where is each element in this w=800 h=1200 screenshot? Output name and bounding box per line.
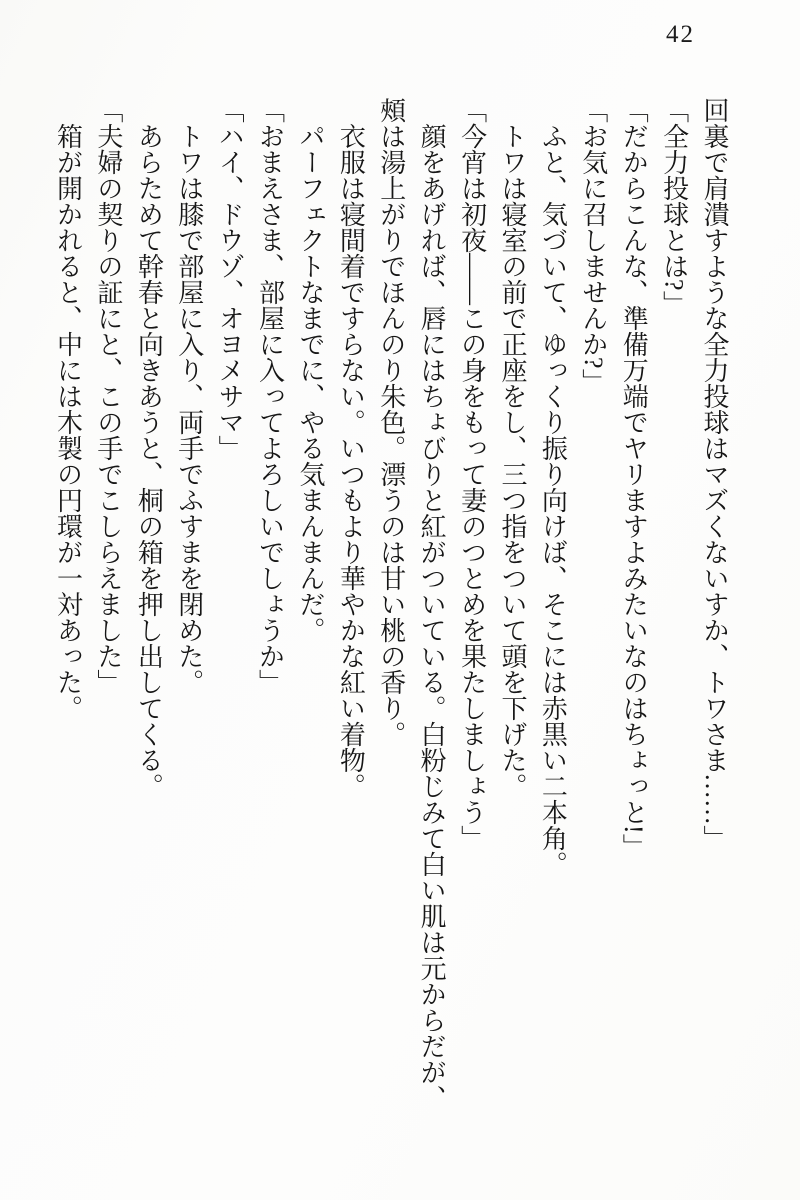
paragraph: 箱が開かれると、中には木製の円環が一対あった。 — [53, 123, 83, 721]
paragraph: パーフェクトなまでに、やる気まんまんだ。 — [295, 123, 325, 643]
paragraph: ふと、気づいて、ゆっくり振り向けば、そこには赤黒い二本角。 — [538, 123, 568, 877]
paragraph: 「おまえさま、部屋に入ってよろしいでしょうか」 — [255, 97, 285, 695]
paragraph: 「ハイ、ドウゾ、オヨメサマ」 — [215, 97, 245, 461]
paragraph: 「今宵は初夜――この身をもって妻のつとめを果たしましょう」 — [457, 97, 487, 851]
paragraph: 「お気に召しませんか?」 — [578, 97, 608, 395]
paragraph: 「全力投球とは?」 — [659, 97, 689, 317]
paragraph: あらためて幹春と向きあうと、桐の箱を押し出してくる。 — [134, 123, 164, 799]
paragraph: トワは膝で部屋に入り、両手でふすまを閉めた。 — [174, 123, 204, 695]
paragraph: 顔をあげれば、唇にはちょびりと紅がついている。白粉じみて白い肌は元からだが、頰は湯上がりでほんのり朱色。漂うのは甘い桃の香り。 — [376, 97, 447, 1111]
page-number: 42 — [666, 21, 695, 48]
paragraph: トワは寝室の前で正座をし、三つ指をついて頭を下げた。 — [497, 123, 527, 799]
paragraph: 衣服は寝間着ですらない。いつもより華やかな紅い着物。 — [336, 123, 366, 799]
paragraph: 「だからこんな、準備万端でヤリますよみたいなのはちょっと!」 — [619, 97, 649, 860]
paragraph: 回裏で肩潰すような全力投球はマズくないすか、トワさま……」 — [700, 97, 729, 851]
paragraph: 「夫婦の契りの証にと、この手でこしらえました」 — [93, 97, 123, 695]
page-text — [47, 97, 734, 1123]
